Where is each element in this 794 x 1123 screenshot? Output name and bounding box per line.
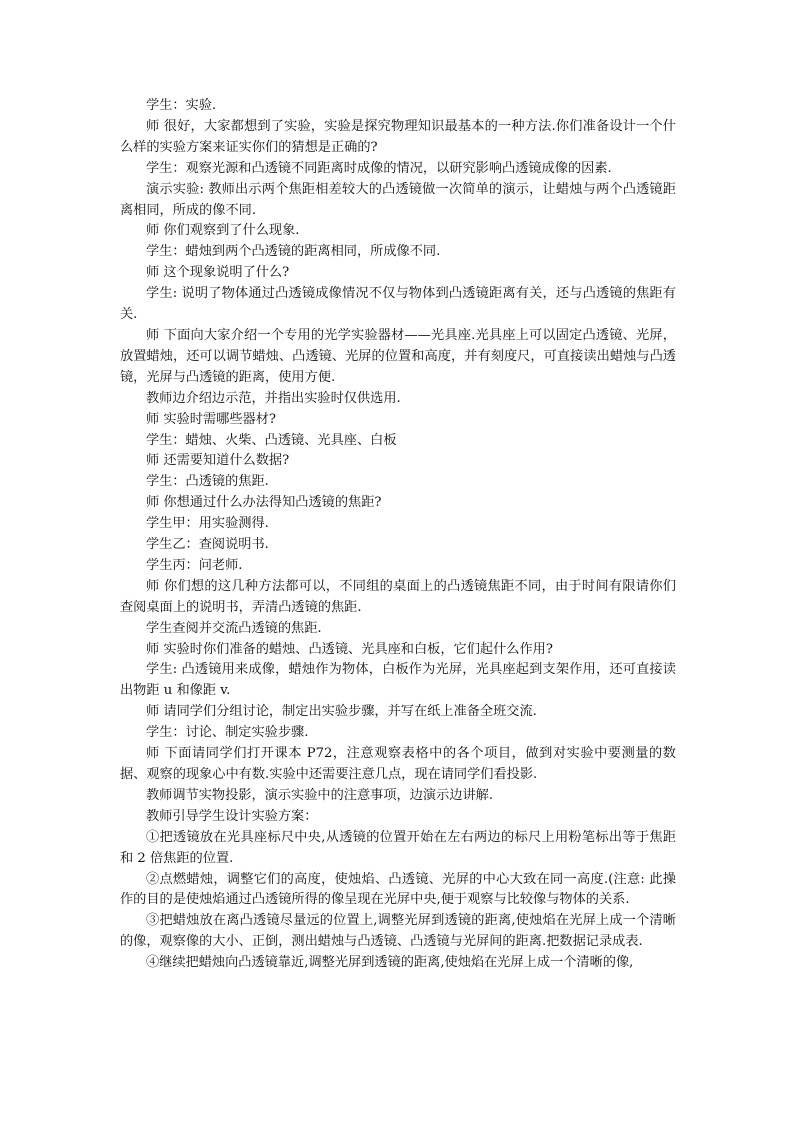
paragraph-8: 学生: 说明了物体通过凸透镜成像情况不仅与物体到凸透镜距离有关，还与凸透镜的焦距有关. [120, 286, 676, 323]
paragraph-12: 学生：蜡烛、火柴、凸透镜、光具座、白板 [146, 432, 397, 448]
paragraph-14: 学生：凸透镜的焦距. [146, 474, 269, 490]
paragraph-1: 学生：实验. [146, 98, 217, 113]
paragraph-27: 教师引导学生设计实验方案： [146, 808, 318, 824]
paragraph-9: 师 下面向大家介绍一个专用的光学实验器材——光具座.光具座上可以固定凸透镜、光屏，放置蜡烛，还可以调节蜡烛、凸透镜、光屏的位置和高度，并有刻度尺，可直接读出蜡烛与凸透镜，光屏与凸透镜的距离，使用方便. [120, 327, 676, 385]
paragraph-25: 师 下面请同学们打开课本 P72，注意观察表格中的各个项目，做到对实验中要测量的数据、观察的现象心中有数.实验中还需要注意几点，现在请同学们看投影. [120, 746, 676, 782]
paragraph-7: 师 这个现象说明了什么? [146, 265, 290, 281]
paragraph-19: 师 你们想的这几种方法都可以，不同组的桌面上的凸透镜焦距不同，由于时间有限请你们查阅桌面上的说明书，弄清凸透镜的焦距. [120, 578, 676, 615]
paragraph-20: 学生查阅并交流凸透镜的焦距. [146, 620, 322, 636]
paragraph-24: 学生：讨论、制定实验步骤. [146, 725, 309, 741]
paragraph-30: ③把蜡烛放在离凸透镜尽量远的位置上,调整光屏到透镜的距离,使烛焰在光屏上成一个清晰的像，观察像的大小、正倒，测出蜡烛与凸透镜、凸透镜与光屏间的距离.把数据记录成表. [120, 913, 676, 950]
paragraph-23: 师 请同学们分组讨论，制定出实验步骤，并写在纸上准备全班交流. [146, 704, 537, 720]
paragraph-4: 演示实验: 教师出示两个焦距相差较大的凸透镜做一次简单的演示，让蜡烛与两个凸透镜距离相同，所成的像不同. [120, 181, 676, 218]
paragraph-6: 学生：蜡烛到两个凸透镜的距离相同，所成像不同. [146, 244, 441, 260]
paragraph-11: 师 实验时需哪些器材? [146, 411, 276, 427]
paragraph-16: 学生甲：用实验测得. [146, 516, 269, 532]
paragraph-21: 师 实验时你们准备的蜡烛、凸透镜、光具座和白板，它们起什么作用? [146, 641, 553, 657]
paragraph-5: 师 你们观察到了什么现象. [146, 223, 300, 239]
paragraph-31: ④继续把蜡烛向凸透镜靠近,调整光屏到透镜的距离,使烛焰在光屏上成一个清晰的像, [146, 955, 634, 971]
paragraph-17: 学生乙：查阅说明书. [146, 537, 269, 553]
paragraph-13: 师 还需要知道什么数据? [146, 453, 290, 469]
paragraph-22: 学生: 凸透镜用来成像，蜡烛作为物体，白板作为光屏，光具座起到支架作用，还可直接读出物距 u 和像距 v. [120, 662, 676, 699]
document-page [120, 96, 676, 974]
paragraph-3: 学生：观察光源和凸透镜不同距离时成像的情况，以研究影响凸透镜成像的因素. [146, 160, 612, 176]
paragraph-10: 教师边介绍边示范，并指出实验时仅供选用. [146, 390, 401, 406]
paragraph-28: ①把透镜放在光具座标尺中央,从透镜的位置开始在左右两边的标尺上用粉笔标出等于焦距和 2 倍焦距的位置. [120, 829, 676, 866]
paragraph-2: 师 很好，大家都想到了实验，实验是探究物理知识最基本的一种方法.你们准备设计一个什么样的实验方案来证实你们的猜想是正确的? [120, 118, 676, 155]
paragraph-15: 师 你想通过什么办法得知凸透镜的焦距? [146, 495, 382, 511]
paragraph-26: 教师调节实物投影，演示实验中的注意事项，边演示边讲解. [146, 787, 494, 803]
paragraph-18: 学生丙：问老师. [146, 557, 243, 573]
paragraph-29: ②点燃蜡烛，调整它们的高度，使烛焰、凸透镜、光屏的中心大致在同一高度.(注意: 此操作的目的是使烛焰通过凸透镜所得的像呈现在光屏中央,便于观察与比较像与物体的关系. [120, 871, 676, 908]
